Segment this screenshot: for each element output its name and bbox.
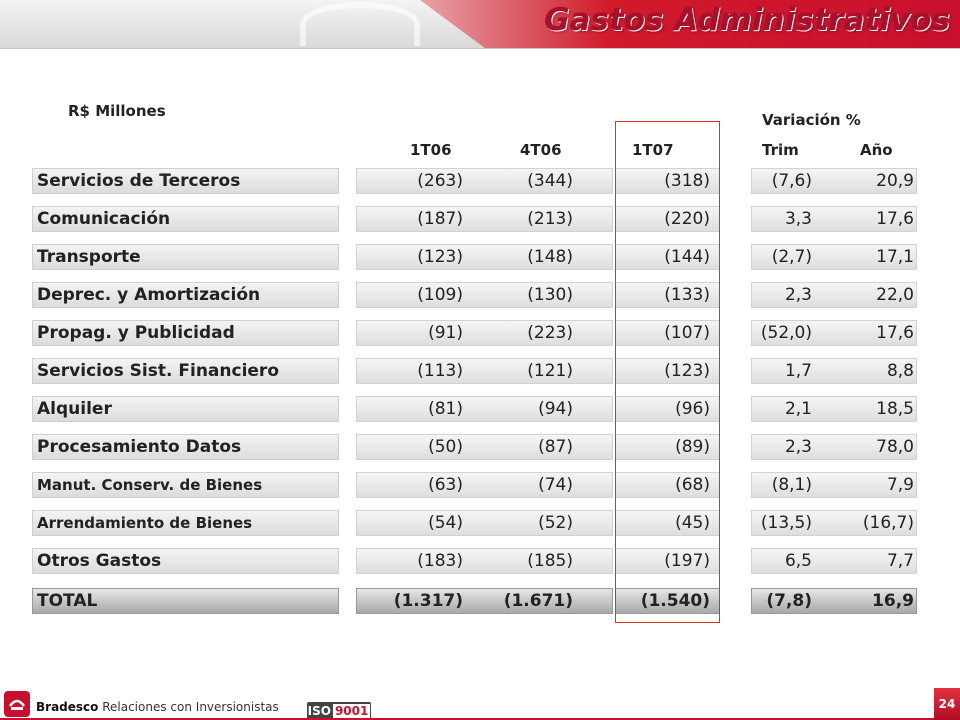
value-ano: 8,8	[886, 361, 914, 381]
value-trim: (8,1)	[771, 475, 812, 495]
column-header-ano: Año	[860, 141, 893, 159]
footer-subtitle: Relaciones con Inversionistas	[102, 700, 279, 714]
value-ano: 16,9	[872, 591, 914, 611]
value-1t07: (107)	[664, 323, 710, 343]
value-trim: 3,3	[784, 209, 812, 229]
row-value-box	[356, 548, 613, 574]
table-row	[0, 168, 960, 194]
variation-title: Variación %	[762, 111, 861, 129]
row-label: Manut. Conserv. de Bienes	[37, 476, 263, 494]
row-label: TOTAL	[37, 591, 98, 611]
value-1t06: (91)	[428, 323, 463, 343]
value-ano: 17,1	[876, 247, 914, 267]
value-ano: 7,7	[886, 551, 914, 571]
value-1t06: (81)	[428, 399, 463, 419]
value-1t06: (113)	[417, 361, 463, 381]
row-value-box	[356, 168, 613, 194]
page-number: 24	[934, 688, 960, 720]
table-row	[0, 548, 960, 574]
row-label: Servicios de Terceros	[37, 171, 241, 191]
row-value-box	[356, 282, 613, 308]
table-row	[0, 396, 960, 422]
footer-brand-name: Bradesco	[36, 700, 99, 714]
value-ano: 20,9	[876, 171, 914, 191]
row-label: Propag. y Publicidad	[37, 323, 235, 343]
bradesco-swoosh-decoration	[300, 2, 420, 46]
value-1t07: (1.540)	[640, 591, 710, 611]
column-header-4t06: 4T06	[520, 141, 562, 159]
row-value-box	[356, 206, 613, 232]
value-1t07: (45)	[675, 513, 710, 533]
unit-label: R$ Millones	[68, 102, 166, 120]
row-value-box	[356, 358, 613, 384]
value-ano: 17,6	[876, 323, 914, 343]
value-ano: 7,9	[886, 475, 914, 495]
value-4t06: (87)	[538, 437, 573, 457]
table-row	[0, 320, 960, 346]
table-row	[0, 472, 960, 498]
value-4t06: (130)	[527, 285, 573, 305]
table-row	[0, 206, 960, 232]
value-1t06: (54)	[428, 513, 463, 533]
value-1t07: (123)	[664, 361, 710, 381]
iso-number: 9001	[334, 704, 369, 718]
value-4t06: (344)	[527, 171, 573, 191]
row-label: Otros Gastos	[37, 551, 162, 571]
value-ano: 18,5	[876, 399, 914, 419]
value-1t07: (133)	[664, 285, 710, 305]
row-value-box	[356, 320, 613, 346]
table-row	[0, 510, 960, 536]
value-1t07: (220)	[664, 209, 710, 229]
row-label: Comunicación	[37, 209, 171, 229]
value-1t06: (1.317)	[393, 591, 463, 611]
value-trim: (13,5)	[760, 513, 812, 533]
row-label: Procesamiento Datos	[37, 437, 242, 457]
value-1t07: (89)	[675, 437, 710, 457]
value-trim: (2,7)	[771, 247, 812, 267]
value-ano: 17,6	[876, 209, 914, 229]
value-trim: (52,0)	[760, 323, 812, 343]
column-header-1t06: 1T06	[410, 141, 452, 159]
value-trim: 2,3	[784, 285, 812, 305]
value-4t06: (223)	[527, 323, 573, 343]
value-4t06: (52)	[538, 513, 573, 533]
value-4t06: (1.671)	[503, 591, 573, 611]
value-1t07: (144)	[664, 247, 710, 267]
value-4t06: (121)	[527, 361, 573, 381]
value-1t06: (123)	[417, 247, 463, 267]
table-row	[0, 358, 960, 384]
row-value-box	[356, 244, 613, 270]
row-value-box	[356, 472, 613, 498]
row-label: Arrendamiento de Bienes	[37, 514, 253, 532]
value-1t06: (263)	[417, 171, 463, 191]
value-trim: 2,3	[784, 437, 812, 457]
page-title: Gastos Administrativos	[544, 2, 950, 38]
bradesco-logo-icon	[4, 691, 30, 717]
row-label: Alquiler	[37, 399, 112, 419]
header-banner	[0, 0, 960, 49]
value-trim: (7,6)	[771, 171, 812, 191]
value-1t06: (187)	[417, 209, 463, 229]
value-4t06: (74)	[538, 475, 573, 495]
value-4t06: (148)	[527, 247, 573, 267]
value-1t06: (109)	[417, 285, 463, 305]
row-value-box	[356, 434, 613, 460]
table-row	[0, 244, 960, 270]
value-ano: 78,0	[876, 437, 914, 457]
value-ano: (16,7)	[862, 513, 914, 533]
value-trim: 6,5	[784, 551, 812, 571]
value-4t06: (94)	[538, 399, 573, 419]
column-header-1t07: 1T07	[632, 141, 674, 159]
value-1t07: (318)	[664, 171, 710, 191]
row-value-box	[356, 396, 613, 422]
value-1t06: (50)	[428, 437, 463, 457]
row-label: Servicios Sist. Financiero	[37, 361, 279, 381]
value-1t06: (183)	[417, 551, 463, 571]
value-1t07: (197)	[664, 551, 710, 571]
row-label: Deprec. y Amortización	[37, 285, 261, 305]
value-4t06: (213)	[527, 209, 573, 229]
footer	[0, 688, 960, 720]
value-4t06: (185)	[527, 551, 573, 571]
column-header-trim: Trim	[762, 141, 799, 159]
table-row	[0, 434, 960, 460]
value-1t06: (63)	[428, 475, 463, 495]
value-ano: 22,0	[876, 285, 914, 305]
value-trim: 2,1	[784, 399, 812, 419]
table-row	[0, 282, 960, 308]
value-1t07: (96)	[675, 399, 710, 419]
row-value-box	[356, 510, 613, 536]
total-row	[0, 588, 960, 614]
row-label: Transporte	[37, 247, 141, 267]
footer-brand	[36, 700, 279, 714]
value-trim: (7,8)	[766, 591, 812, 611]
value-trim: 1,7	[784, 361, 812, 381]
iso-prefix: ISO	[307, 704, 331, 718]
value-1t07: (68)	[675, 475, 710, 495]
